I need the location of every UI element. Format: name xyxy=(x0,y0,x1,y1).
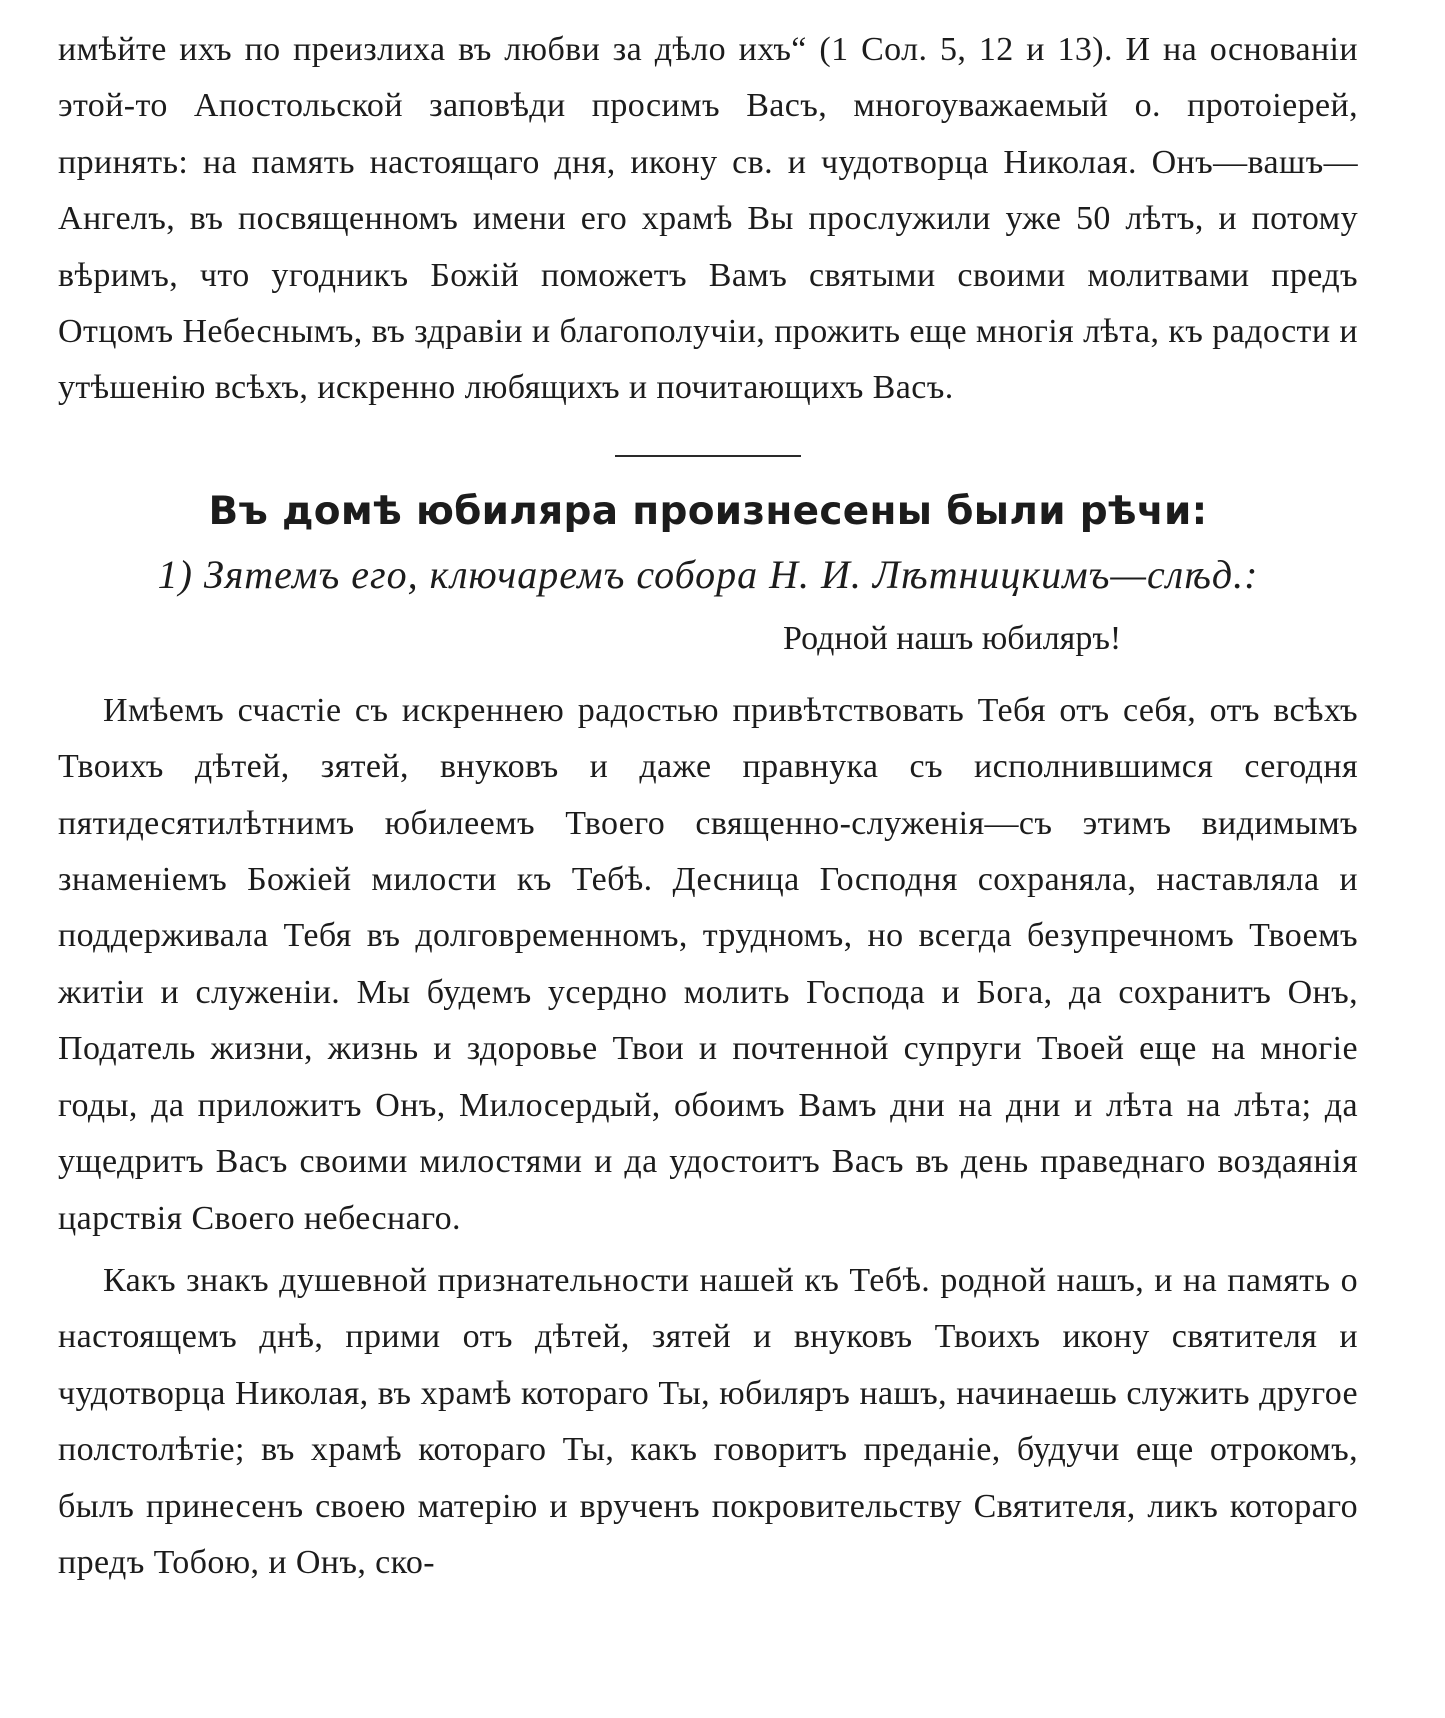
section-divider xyxy=(615,455,801,457)
speech-attribution: 1) Зятемъ его, ключаремъ собора Н. И. Лѣтницкимъ—слѣд.: xyxy=(157,551,1259,597)
document-page xyxy=(58,22,1358,1591)
paragraph-greeting: Имѣемъ счастіе съ искреннею радостью привѣтствовать Тебя отъ себя, отъ всѣхъ Твоихъ дѣтей, зятей, внуковъ и даже правнука съ исполнившимся сегодня пятидесятилѣтнимъ юбилеемъ Твоего священно-служенія—съ этимъ видимымъ знаменіемъ Божіей милости къ Тебѣ. Десница Господня сохраняла, наставляла и поддерживала Тебя въ долговременномъ, трудномъ, но всегда безупречномъ Твоемъ житіи и служеніи. Мы будемъ усердно молить Господа и Бога, да сохранитъ Онъ, Податель жизни, жизнь и здоровье Твои и почтенной супруги Твоей еще на многіе годы, да приложитъ Онъ, Милосердый, обоимъ Вамъ дни на дни и лѣта на лѣта; да ущедритъ Васъ своими милостями и да удостоитъ Васъ въ день праведнаго воздаянія царствія Своего небеснаго. xyxy=(58,691,1358,1237)
paragraph-icon-gift: Какъ знакъ душевной признательности нашей къ Тебѣ. родной нашъ, и на память о настоящемъ днѣ, прими отъ дѣтей, зятей и внуковъ Твоихъ икону святителя и чудотворца Николая, въ храмѣ котораго Ты, юбиляръ нашъ, начинаешь служить другое полстолѣтіе; въ храмѣ котораго Ты, какъ говоритъ преданіе, будучи еще отрокомъ, былъ принесенъ своею матерію и врученъ покровительству Святителя, ликъ котораго предъ Тобою, и Онъ, ско- xyxy=(58,1261,1358,1581)
salutation: Родной нашъ юбиляръ! xyxy=(783,619,1122,657)
section-heading: Въ домѣ юбиляра произнесены были рѣчи: xyxy=(208,488,1208,534)
paragraph-apostolic-request: имѣйте ихъ по преизлиха въ любви за дѣло ихъ“ (1 Сол. 5, 12 и 13). И на основаніи этой-то Апостольской заповѣди просимъ Васъ, многоуважаемый о. протоіерей, принять: на память настоящаго дня, икону св. и чудотворца Николая. Онъ—вашъ—Ангелъ, въ посвященномъ имени его храмѣ Вы прослужили уже 50 лѣтъ, и потому вѣримъ, что угодникъ Божій поможетъ Вамъ святыми своими молитвами предъ Отцомъ Небеснымъ, въ здравіи и благополучіи, прожить еще многія лѣта, къ радости и утѣшенію всѣхъ, искренно любящихъ и почитающихъ Васъ. xyxy=(58,31,1358,407)
